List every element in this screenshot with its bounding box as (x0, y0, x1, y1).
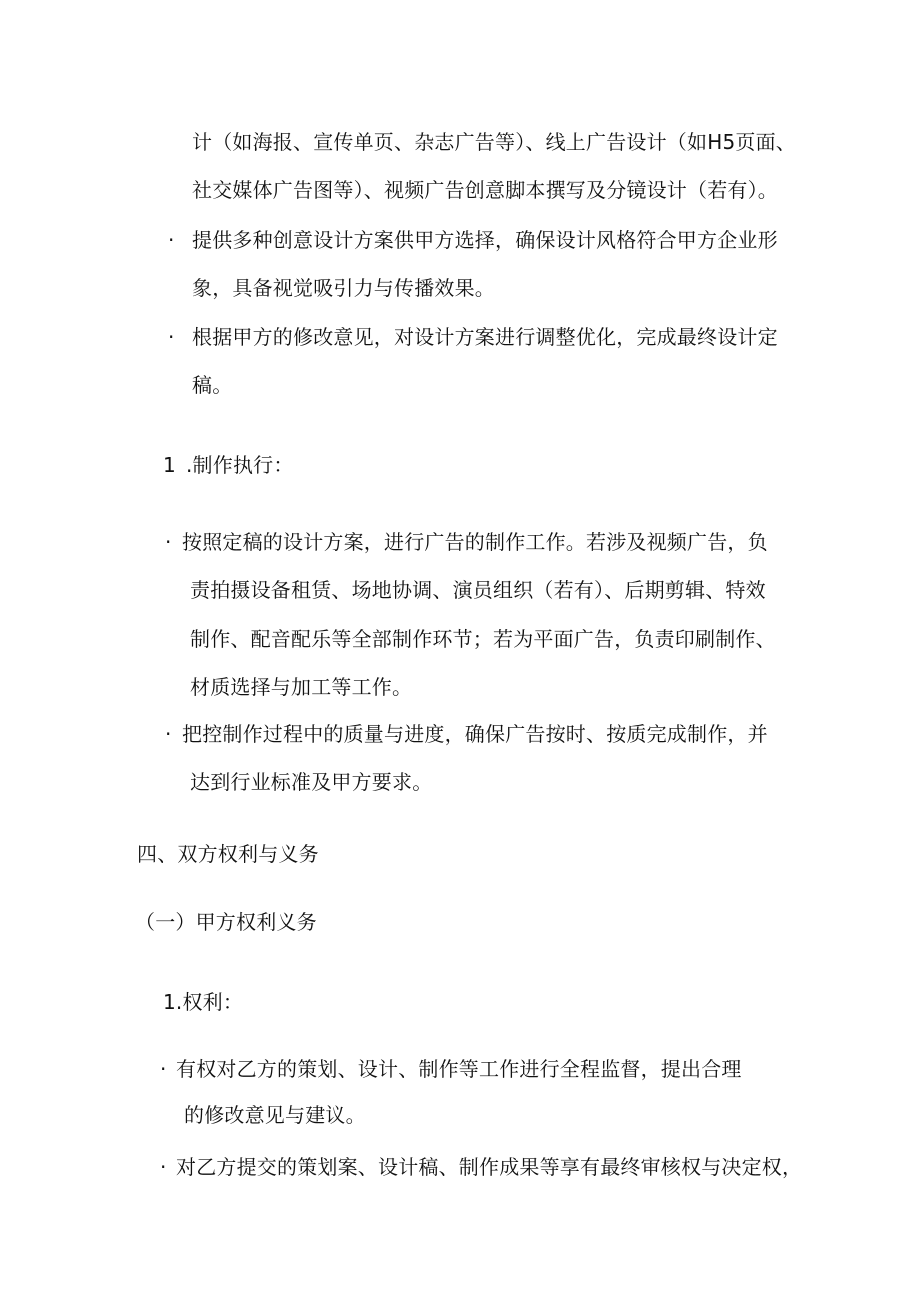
bullet-marker: · (160, 1057, 167, 1081)
section-number: 1 (163, 453, 176, 477)
bullet-item-line: 提供多种创意设计方案供甲方选择，确保设计风格符合甲方企业形 (192, 228, 778, 252)
bullet-item-line: 象，具备视觉吸引力与传播效果。 (192, 276, 495, 300)
section-heading: .制作执行： (186, 453, 294, 477)
bullet-item-line: 稿。 (192, 373, 233, 397)
bullet-marker: · (168, 228, 175, 252)
subsection-title: （一）甲方权利义务 (135, 910, 317, 934)
bullet-marker: · (165, 722, 172, 746)
paragraph-line: 社交媒体广告图等）、视频广告创意脚本撰写及分镜设计（若有）。 (192, 178, 778, 202)
bullet-marker: · (165, 530, 172, 554)
bullet-marker: · (168, 325, 175, 349)
section-title: 四、双方权利与义务 (137, 842, 319, 866)
bullet-item-line: 责拍摄设备租赁、场地协调、演员组织（若有）、后期剪辑、特效 (190, 578, 766, 602)
rights-heading: 1.权利： (163, 990, 244, 1014)
bullet-item-line: 根据甲方的修改意见，对设计方案进行调整优化，完成最终设计定 (192, 325, 778, 349)
bullet-item-line: 按照定稿的设计方案，进行广告的制作工作。若涉及视频广告，负 (182, 530, 768, 554)
bullet-marker: · (160, 1155, 167, 1179)
bullet-item-line: 的修改意见与建议。 (184, 1103, 366, 1127)
bullet-item-line: 把控制作过程中的质量与进度，确保广告按时、按质完成制作，并 (182, 722, 768, 746)
bullet-item-line: 达到行业标准及甲方要求。 (190, 770, 433, 794)
bullet-item-line: 有权对乙方的策划、设计、制作等工作进行全程监督，提出合理 (176, 1057, 742, 1081)
bullet-item-line: 制作、配音配乐等全部制作环节；若为平面广告，负责印刷制作、 (190, 627, 776, 651)
bullet-item-line: 材质选择与加工等工作。 (190, 675, 413, 699)
bullet-item-line: 对乙方提交的策划案、设计稿、制作成果等享有最终审核权与决定权， (176, 1155, 803, 1179)
paragraph-line: 计（如海报、宣传单页、杂志广告等）、线上广告设计（如H5页面、 (192, 130, 796, 154)
